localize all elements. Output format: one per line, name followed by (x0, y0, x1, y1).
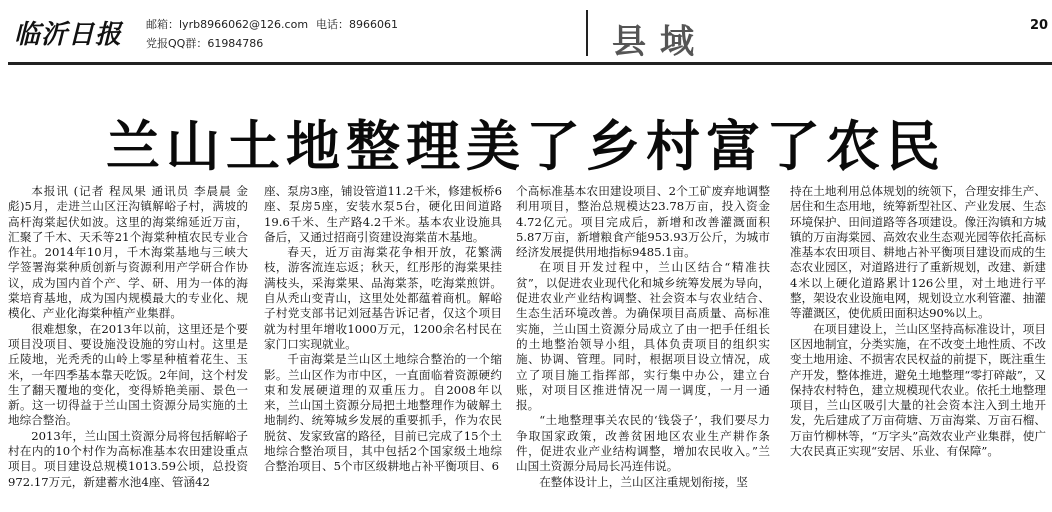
article-column-4 (790, 184, 1046, 506)
email-info: 邮箱：lyrb8966062@126.com (146, 18, 309, 31)
paragraph: 个高标准基本农田建设项目、2个工矿废弃地调整利用项目，整治总规模达23.78万亩，投入资金4.72亿元。项目完成后，新增和改善灌溉面积5.87万亩，新增粮食产能953.93万公斤，为城市经济发展提供用地指标9485.1亩。 (516, 184, 770, 260)
masthead (0, 0, 1052, 70)
paragraph: 本报讯 (记者 程凤果 通讯员 李晨晨 金彪)5月，走进兰山区汪沟镇解峪子村，满坡的高杆海棠起伏如波。这里的海棠绵延近万亩，汇聚了千木、天禾等21个海棠种植农民专业合作社。2014年10月，千木海棠基地与三峡大学签署海棠种质创新与资源利用产学研合作协议，成为国内首个产、学、研、用为一体的海棠培育基地，成为国内规模最大的专业化、规模化、产业化海棠种植产业集群。 (8, 184, 248, 321)
article-column-1 (8, 184, 248, 506)
section-label: 县域 (612, 22, 708, 62)
paragraph: 春天，近万亩海棠花争相开放，花繁满枝，游客流连忘返；秋天，红彤彤的海棠果挂满枝头，采海棠果、品海棠茶，吃海棠煎饼。自从秃山变青山，这里处处都蕴着商机。解峪子村党支部书记刘冠基告诉记者，仅这个项目就为村里年增收1000万元，1200余名村民在家门口实现就业。 (264, 245, 502, 351)
paragraph: 千亩海棠是兰山区土地综合整治的一个缩影。兰山区作为市中区，一直面临着资源硬约束和发展硬道理的双重压力。自2008年以来，兰山国土资源分局把土地整理作为破解土地制约、统筹城乡发展的重要抓手，作为农民脱贫、发家致富的路径，目前已完成了15个土地综合整治项目，其中包括2个国家级土地综合整治项目、5个市区级耕地占补平衡项目、6 (264, 352, 502, 474)
paragraph: 2013年，兰山国土资源分局将包括解峪子村在内的10个村作为高标准基本农田建设重点项目。项目建设总规模1013.59公顷，总投资972.17万元，新建蓄水池4座、管涵42 (8, 428, 248, 489)
article-headline: 兰山土地整理美了乡村富了农民 (106, 115, 946, 178)
paragraph: “土地整理事关农民的‘钱袋子’，我们要尽力争取国家政策，改善贫困地区农业生产耕作条件，促进农业产业结构调整，增加农民收入。”兰山国土资源分局局长冯连伟说。 (516, 413, 770, 474)
paragraph: 座、泵房3座，铺设管道11.2千米，修建板桥6座、泵房5座，安装水泵5台，硬化田间道路19.6千米、生产路4.2千米。基本农业设施具备后，又通过招商引资建设海棠苗木基地。 (264, 184, 502, 244)
masthead-rule (8, 62, 1052, 65)
paragraph: 持在土地利用总体规划的统领下，合理安排生产、居住和生态用地，统筹新型社区、产业发展、生态环境保护、田间道路等各项建设。像汪沟镇和方城镇的万亩海棠园、高效农业生态观光园等依托高标准基本农田项目、耕地占补平衡项目建设而成的生态农业园区，对道路进行了重新规划，改建、新建4米以上硬化道路累计126公里，对土地进行平整，架设农业设施电网，规划设立水利管灌、抽灌等灌溉区，使优质田面积达90%以上。 (790, 184, 1046, 321)
paragraph: 在整体设计上，兰山区注重规划衔接，坚 (539, 474, 748, 489)
masthead-divider (586, 10, 588, 56)
paragraph: 很难想象，在2013年以前，这里还是个要项目没项目、要设施没设施的穷山村。这里是丘陵地，光秃秃的山岭上零星种植着花生、玉米，一年四季基本靠天吃饭。2年间，这个村发生了翻天覆地的变化，变得矫艳美丽、景色一新。这一切得益于兰山国土资源分局实施的土地综合整治。 (8, 321, 248, 428)
qq-group-info: 党报QQ群：61984786 (146, 37, 264, 50)
page-number: 20 (1030, 18, 1049, 33)
paragraph: 在项目开发过程中，兰山区结合“精准扶贫”，以促进农业现代化和城乡统筹发展为导向，促进农业产业结构调整、社会资本与农业结合、生态生活环境改善。为确保项目高质量、高标准实施，兰山国土资源分局成立了由一把手任组长的土地整治领导小组，具体负责项目的组织实施、协调、管理。同时，根据项目设立情况，成立了项目施工指挥部，实行集中办公，建立台账，对项目区推进情况一周一调度，一月一通报。 (516, 260, 770, 413)
phone-info: 电话：8966061 (316, 18, 398, 31)
article-column-2 (264, 184, 502, 506)
newspaper-logo: 临沂日报 (14, 20, 123, 50)
article-column-3 (516, 184, 770, 506)
paragraph: 在项目建设上，兰山区坚持高标准设计，项目区因地制宜，分类实施，在不改变土地性质、不改变土地用途、不损害农民权益的前提下，既注重生产开发，整体推进，避免土地整理“零打碎敲”，又保持农村特色，建立规模现代农业。依托土地整理项目，兰山区吸引大量的社会资本注入到土地开发，先后建成了万亩荷塘、万亩海棠、万亩石榴、万亩竹柳林等，“万字头”高效农业产业集群，使广大农民真正实现“安居、乐业、有保障”。 (790, 321, 1046, 459)
